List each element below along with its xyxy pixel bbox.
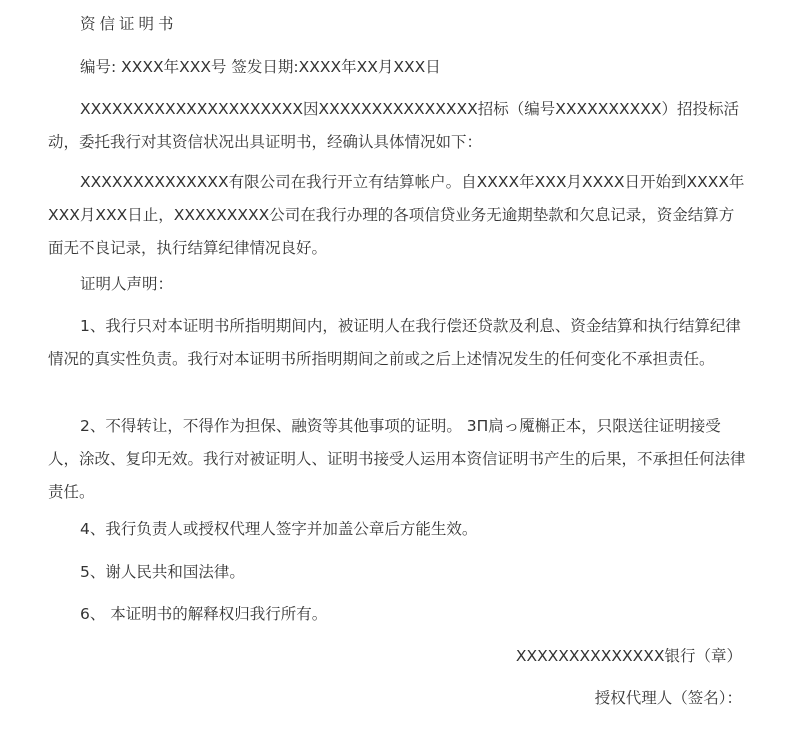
declaration-heading: 证明人声明： (80, 275, 174, 293)
declaration-item-1: 1、我行只对本证明书所指明期间内，被证明人在我行偿还贷款及利息、资金结算和执行结算纪律情况的真实性负责。我行对本证明书所指明期间之前或之后上述情况发生的任何变化不承担责任。 (48, 317, 741, 368)
declaration-item-6: 6、 本证明书的解释权归我行所有。 (80, 605, 328, 623)
declaration-item-5: 5、谢人民共和国法律。 (80, 563, 245, 581)
bank-signature: XXXXXXXXXXXXXX银行（章） (515, 647, 742, 665)
reference-line: 编号: XXXX年XXX号 签发日期:XXXX年XX月XXX日 (80, 58, 441, 76)
declaration-item-2: 2、不得转让，不得作为担保、融资等其他事项的证明。 3П扃っ魇槲正本，只限送往证明接受人，涂改、复印无效。我行对被证明人、证明书接受人运用本资信证明书产生的后果，不承担任何法律责任。 (48, 417, 746, 501)
agent-signature: 授权代理人（签名）： (594, 689, 742, 707)
document-title: 资信证明书 (80, 15, 178, 33)
declaration-item-4: 4、我行负责人或授权代理人签字并加盖公章后方能生效。 (80, 520, 478, 538)
account-paragraph: XXXXXXXXXXXXXX有限公司在我行开立有结算帐户。自XXXX年XXX月XXXX日开始到XXXX年XXX月XXX日止，XXXXXXXXX公司在我行办理的各项信贷业务无逾期垫款和欠息记录，资金结算方面无不良记录，执行结算纪律情况良好。 (48, 173, 745, 257)
intro-paragraph: XXXXXXXXXXXXXXXXXXXXX因XXXXXXXXXXXXXXX招标（编号XXXXXXXXXX）招投标活动，委托我行对其资信状况出具证明书，经确认具体情况如下： (48, 100, 739, 151)
